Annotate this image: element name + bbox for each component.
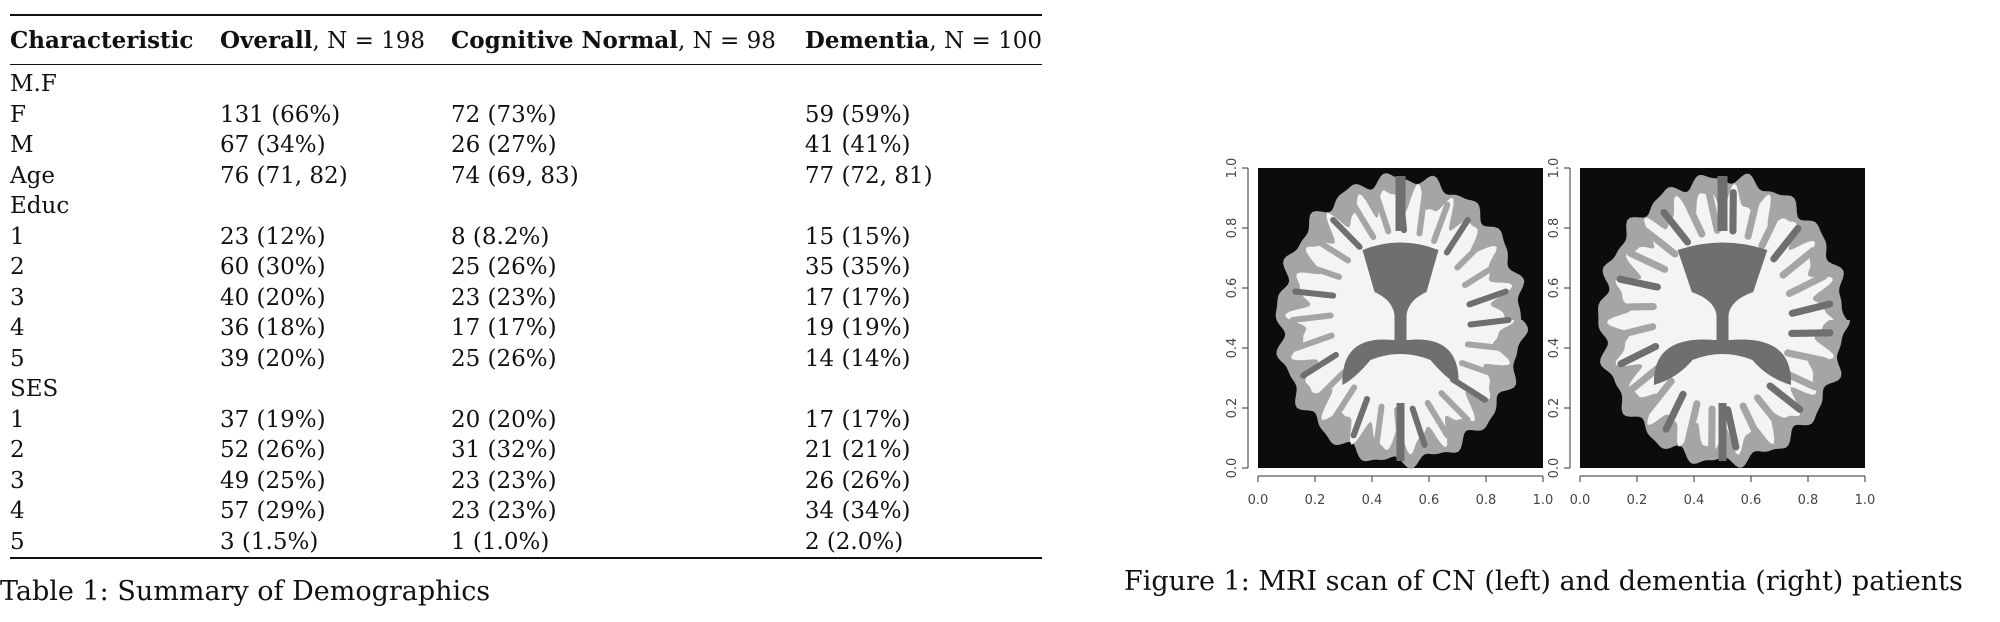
x-tick-label: 0.8 bbox=[1475, 493, 1497, 508]
table-caption: Table 1: Summary of Demographics bbox=[0, 576, 491, 607]
table-row bbox=[10, 466, 1042, 497]
y-tick-label: 1.0 bbox=[1547, 157, 1562, 179]
x-tick-label: 0.4 bbox=[1683, 493, 1705, 508]
posterior-fissure bbox=[1719, 403, 1727, 461]
table-cell-col-3: 14 (14%) bbox=[804, 345, 911, 372]
table-cell-col-2: 23 (23%) bbox=[450, 467, 557, 494]
y-tick-label: 1.0 bbox=[1225, 157, 1240, 179]
column-header-0 bbox=[10, 15, 220, 65]
table-cell-col-3: 26 (26%) bbox=[804, 467, 911, 494]
column-header-bold: Characteristic bbox=[10, 26, 194, 54]
x-tick-label: 0.8 bbox=[1797, 493, 1819, 508]
table-cell-col-0: 1 bbox=[10, 406, 25, 433]
table-cell-col-0: 5 bbox=[10, 528, 25, 555]
table-row bbox=[10, 374, 1042, 405]
table-cell-col-0: 5 bbox=[10, 345, 25, 372]
table-cell-col-1: 36 (18%) bbox=[219, 315, 326, 341]
table-cell-col-0: F bbox=[10, 101, 26, 128]
table-cell-col-2: 20 (20%) bbox=[450, 406, 557, 433]
table-body bbox=[10, 65, 1042, 559]
x-tick-label: 0.0 bbox=[1569, 493, 1591, 508]
table-row bbox=[10, 222, 1042, 253]
table-cell-col-0: 1 bbox=[10, 223, 25, 250]
table-cell-col-3: 41 (41%) bbox=[804, 132, 911, 158]
table-cell-col-1: 23 (12%) bbox=[219, 223, 326, 250]
table-cell-col-3: 2 (2.0%) bbox=[804, 528, 904, 555]
table-cell-col-1: 57 (29%) bbox=[219, 498, 326, 524]
y-tick-label: 0.6 bbox=[1225, 277, 1240, 299]
table-cell-col-1 bbox=[220, 191, 451, 222]
table-cell-col-0: M bbox=[10, 132, 34, 158]
table-cell-col-1: 131 (66%) bbox=[219, 101, 341, 128]
column-header-2: Cognitive Normal, N = 98 bbox=[451, 15, 805, 65]
table-row bbox=[10, 100, 1042, 131]
table-cell-col-2 bbox=[451, 374, 805, 405]
column-header-bold: Overall bbox=[219, 26, 313, 54]
table-cell-col-0: 3 bbox=[10, 467, 25, 494]
demographics-table bbox=[10, 14, 1042, 559]
posterior-fissure bbox=[1397, 403, 1405, 461]
table-row bbox=[10, 283, 1042, 314]
table-cell-col-1: 37 (19%) bbox=[219, 406, 326, 433]
y-tick-label: 0.8 bbox=[1547, 217, 1562, 239]
table-cell-col-2: 8 (8.2%) bbox=[450, 223, 550, 250]
brain-sulcus bbox=[1295, 292, 1333, 296]
table-cell-col-2 bbox=[451, 191, 805, 222]
table-cell-col-1: 52 (26%) bbox=[219, 437, 326, 463]
x-tick-label: 1.0 bbox=[1854, 493, 1876, 508]
table-cell-col-0: 4 bbox=[10, 498, 25, 524]
table-cell-col-1: 76 (71, 82) bbox=[219, 162, 348, 189]
figure-caption: Figure 1: MRI scan of CN (left) and dementia (right) patients bbox=[1124, 566, 1963, 597]
x-tick-label: 1.0 bbox=[1532, 493, 1554, 508]
table-cell-col-1: 67 (34%) bbox=[219, 132, 326, 158]
table-cell-col-0: 2 bbox=[10, 437, 25, 463]
table-row bbox=[10, 435, 1042, 466]
table-row bbox=[10, 527, 1042, 559]
table-cell-col-1 bbox=[220, 65, 451, 100]
column-header-3: Dementia, N = 100 bbox=[805, 15, 1042, 65]
longitudinal-fissure bbox=[1396, 176, 1406, 231]
table-cell-col-1: 39 (20%) bbox=[219, 345, 326, 372]
table-cell-col-2: 17 (17%) bbox=[450, 315, 557, 341]
table-cell-col-3: 35 (35%) bbox=[804, 254, 911, 280]
y-tick-label: 0.0 bbox=[1547, 457, 1562, 479]
table-row bbox=[10, 130, 1042, 161]
table-cell-col-2 bbox=[451, 65, 805, 100]
table-cell-col-0: Age bbox=[10, 162, 55, 189]
column-header-bold: Cognitive Normal bbox=[450, 26, 678, 54]
table-row bbox=[10, 252, 1042, 283]
table-row bbox=[10, 191, 1042, 222]
x-tick-label: 0.2 bbox=[1626, 493, 1648, 508]
table-cell-col-2: 23 (23%) bbox=[450, 284, 557, 311]
table-cell-col-3 bbox=[805, 374, 1042, 405]
x-tick-label: 0.0 bbox=[1247, 493, 1269, 508]
x-tick-label: 0.6 bbox=[1740, 493, 1762, 508]
demographics-table-container bbox=[10, 14, 1042, 559]
table-cell-col-2: 74 (69, 83) bbox=[450, 162, 579, 189]
table-cell-col-2: 72 (73%) bbox=[450, 101, 557, 128]
brain-sulcus bbox=[1615, 307, 1653, 308]
table-cell-col-0: SES bbox=[10, 376, 59, 402]
y-tick-label: 0.0 bbox=[1225, 457, 1240, 479]
table-cell-col-3 bbox=[805, 191, 1042, 222]
table-cell-col-1: 60 (30%) bbox=[219, 254, 326, 280]
table-row bbox=[10, 405, 1042, 436]
table-cell-col-2: 23 (23%) bbox=[450, 498, 557, 524]
y-tick-label: 0.4 bbox=[1547, 337, 1562, 359]
mri-panel-dementia bbox=[1547, 158, 1875, 508]
table-cell-col-2: 25 (26%) bbox=[450, 254, 557, 280]
column-header-bold: Dementia bbox=[804, 26, 930, 54]
table-cell-col-3 bbox=[805, 65, 1042, 100]
table-cell-col-1: 40 (20%) bbox=[219, 284, 326, 311]
x-tick-label: 0.4 bbox=[1361, 493, 1383, 508]
table-cell-col-3: 21 (21%) bbox=[804, 437, 911, 463]
table-cell-col-2: 26 (27%) bbox=[450, 132, 557, 158]
y-tick-label: 0.6 bbox=[1547, 277, 1562, 299]
brain-sulcus bbox=[1468, 344, 1506, 348]
table-cell-col-2: 25 (26%) bbox=[450, 345, 557, 372]
table-header-row bbox=[10, 15, 1042, 65]
table-row bbox=[10, 496, 1042, 527]
x-tick-label: 0.2 bbox=[1304, 493, 1326, 508]
table-cell-col-3: 17 (17%) bbox=[804, 406, 911, 433]
table-row bbox=[10, 344, 1042, 375]
table-cell-col-2: 1 (1.0%) bbox=[450, 528, 550, 555]
y-tick-label: 0.8 bbox=[1225, 217, 1240, 239]
table-cell-col-3: 59 (59%) bbox=[804, 101, 911, 128]
table-cell-col-0: M.F bbox=[10, 71, 57, 97]
table-cell-col-1: 49 (25%) bbox=[219, 467, 326, 494]
table-cell-col-2: 31 (32%) bbox=[450, 437, 557, 463]
table-cell-col-3: 15 (15%) bbox=[804, 223, 911, 250]
table-cell-col-3: 34 (34%) bbox=[804, 498, 911, 524]
brain-sulcus bbox=[1792, 333, 1830, 334]
mri-scan-figure bbox=[1225, 148, 1885, 528]
table-cell-col-1: 3 (1.5%) bbox=[219, 528, 319, 555]
table-cell-col-3: 19 (19%) bbox=[804, 315, 911, 341]
x-tick-label: 0.6 bbox=[1418, 493, 1440, 508]
table-cell-col-1 bbox=[220, 374, 451, 405]
table-cell-col-3: 17 (17%) bbox=[804, 284, 911, 311]
table-cell-col-3: 77 (72, 81) bbox=[804, 162, 933, 189]
y-tick-label: 0.4 bbox=[1225, 337, 1240, 359]
table-cell-col-0: 4 bbox=[10, 315, 25, 341]
mri-panel-cn bbox=[1225, 158, 1553, 508]
table-row bbox=[10, 65, 1042, 100]
mri-figure bbox=[1225, 148, 1885, 532]
y-tick-label: 0.2 bbox=[1547, 397, 1562, 419]
longitudinal-fissure bbox=[1718, 176, 1728, 231]
table-cell-col-0: 3 bbox=[10, 284, 25, 311]
y-tick-label: 0.2 bbox=[1225, 397, 1240, 419]
table-row bbox=[10, 161, 1042, 192]
table-cell-col-0: Educ bbox=[10, 193, 70, 219]
column-header-1: Overall, N = 198 bbox=[220, 15, 451, 65]
table-row bbox=[10, 313, 1042, 344]
table-cell-col-0: 2 bbox=[10, 254, 25, 280]
